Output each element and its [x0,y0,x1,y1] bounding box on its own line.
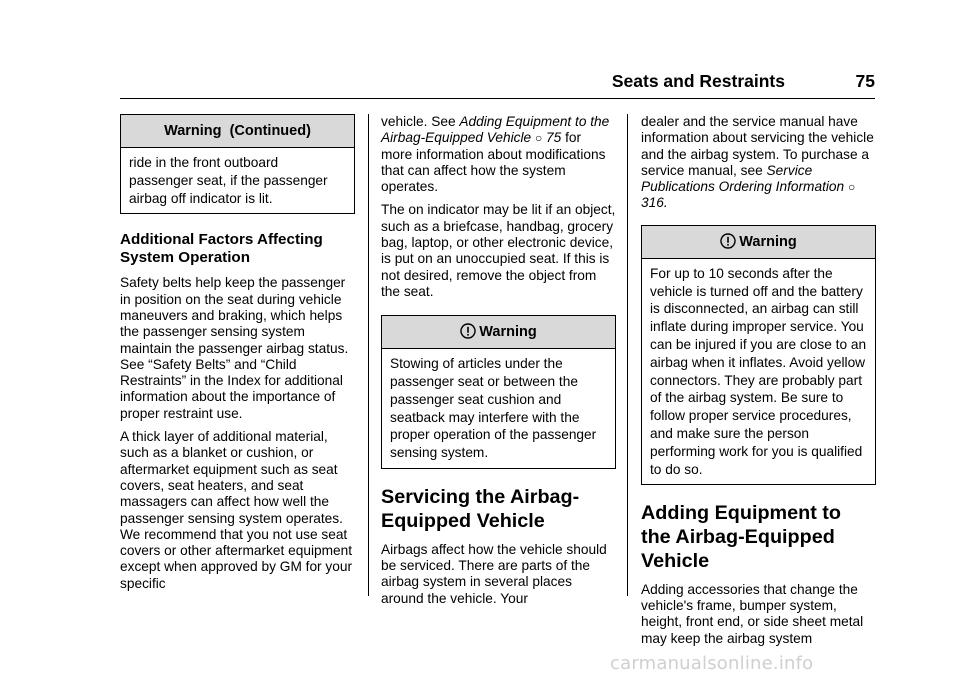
paragraph: Airbags affect how the vehicle should be serviced. There are parts of the airbag system in several places around the vehicle. Your [381,541,607,606]
cross-reference-link[interactable]: Adding Equipment to the Airbag-Equipped Vehicle [381,114,610,146]
column-2 [381,114,616,614]
column-divider-right [627,114,628,596]
page-reference[interactable]: 75 [546,130,562,146]
paragraph: A thick layer of additional material, such as a blanket or cushion, or aftermarket equipment such as seat covers, seat heaters, and seat massagers can affect how well the passenger sensing system operates. We recommend that you not use seat covers or other aftermarket equipment except when approved by GM for your specific [120,429,353,591]
paragraph: Adding accessories that change the vehicle's frame, bumper system, height, front end, or side sheet metal may keep the airbag system [641,581,864,646]
warning-line: airbag off indicator is lit. [129,190,273,206]
warning-text: For up to 10 seconds after the vehicle is turned off and the battery is disconnected, an airbag can still inflate during improper service. You can be injured if you are close to an airbag when it inflates. Avoid yellow connectors. They are probably part of the airbag system. Be sure to follow proper service procedures, and make sure the person performing work for you is qualified to do so. [650,265,867,477]
section-heading: Servicing the Airbag-Equipped Vehicle [381,486,580,532]
warning-box [381,315,616,469]
page-number: 75 [855,71,875,91]
warning-icon [460,319,476,351]
warning-title: Warning [479,324,537,341]
warning-icon [720,229,736,261]
warning-continued-body [121,148,354,213]
page-reference-icon: ○ [847,180,856,195]
warning-line: passenger seat, if the passenger [129,172,328,188]
header-divider [120,98,875,99]
warning-continued-title: Warning (Continued) [121,115,354,148]
warning-continued-box [120,114,355,214]
warning-header [382,316,615,349]
paragraph: Safety belts help keep the passenger in position on the seat during vehicle maneuvers and braking, which helps the passenger sensing system maintain the passenger airbag status. See “Safety Belts” and “Child Restraints” in the Index for additional information about the importance of proper restraint use. [120,275,349,421]
paragraph: dealer and the service manual have information about servicing the vehicle and the airbag system. To purchase a service manual, see Service Publications Ordering Information ○ 316. [641,114,874,211]
warning-title: Warning [739,233,797,250]
warning-box [641,225,876,486]
paragraph: vehicle. See Adding Equipment to the Airbag-Equipped Vehicle ○ 75 for more information about modifications that can affect how the system operates. [381,114,610,195]
warning-header [642,226,875,259]
warning-text: Stowing of articles under the passenger seat or between the passenger seat cushion and seatback may interfere with the proper operation of the passenger sensing system. [390,356,597,461]
subsection-heading: Additional Factors Affecting System Operation [120,231,323,267]
column-3 [641,114,876,654]
page-reference[interactable]: 316 [641,195,664,211]
section-title: Seats and Restraints [611,71,785,91]
warning-line: ride in the front outboard [129,155,279,170]
column-1 [120,114,355,599]
page-reference-icon: ○ [534,131,543,146]
cross-reference-link[interactable]: Service Publications Ordering Information [641,162,845,195]
section-heading: Adding Equipment to the Airbag-Equipped Vehicle [641,502,841,572]
paragraph: The on indicator may be lit if an object, such as a briefcase, handbag, grocery bag, laptop, or other electronic device, is put on an unoccupied seat. If this is not desired, remove the object from the seat. [381,202,616,299]
column-divider-left [368,114,369,596]
watermark: carmanualsonline.info [610,653,814,674]
